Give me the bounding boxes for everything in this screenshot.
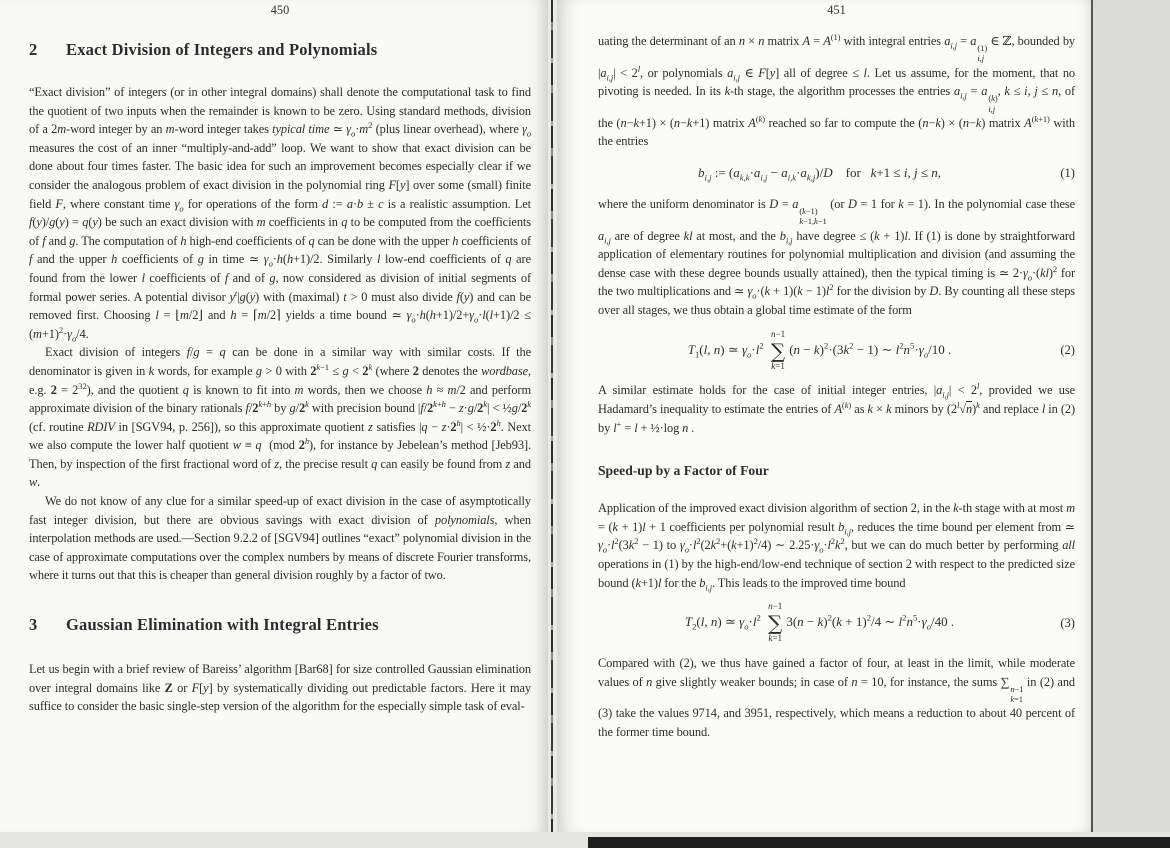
page-edge-line [1091, 0, 1093, 838]
paragraph-speedup-remarks: We do not know of any clue for a similar speed-up of exact division in the case of asymptotically fast integer division, but there are obvious savings with exact division of polynomials, when interpolation methods are used.—Section 9.2.2 of [SGV94] outlines “exact” polynomial division in the case of approximate computations over the complex numbers by means of discrete Fourier transforms, where it turns out that this is cheaper than general division roughly by a factor of two. [29, 494, 531, 583]
paragraph-exact-division-intro: “Exact division” of integers (or in other integral domains) shall denote the computational task to find the quotient of two inputs when the remainder is known to be zero. Using standard methods, division of a 2m-word integer by an m-word integer takes typical time ≃ $\gamma_o\cdot m^2$ (plus linear overhead), where $\gamma_o$ measures the cost of an inner “multiply-and-add” loop. We want to show that exact division can be done about four times faster. The basic idea for such an improvement becomes especially clear if we consider the analogous problem of exact division in the polynomial ring F[y] over some (small) finite field F, where constant time $\gamma_o$ for operations of the form d := a·b ± c is a realistic assumption. Let f(y)/g(y) = q(y) be such an exact division with m coefficients in q to be computed from the coefficients of f and g. The computation of h high-end coefficients of q can be done with the upper h coefficients of f and the upper h coefficients of g in time ≃ $\gamma_o\cdot h(h+1)/2$. Similarly l low-end coefficients of q are found from the lower l coefficients of f and of g, now considered as division of initial segments of formal power series. A potential divisor $y^t|g(y)$ with (maximal) t > 0 must also divide f(y) and can be removed first. Choosing l = ⌊m/2⌋ and h = ⌈m/2⌉ yields a time bound ≃ $\gamma_o\cdot h(h+1)/2+\gamma_o\cdot l(l+1)/2 \le (m+1)^2\cdot\gamma_o/4$. [29, 85, 532, 344]
paragraph-integer-division: Exact division of integers f/g = q can be done in a similar way with similar costs. If the denominator is given in k words, for example g > 0 with $2^{k-1} \le g < 2^k$ (where 2 denotes the wordbase, e.g. $2 = 2^{32}$), and the quotient q is known to fit into m words, then we choose h ≈ m/2 and perform approximate division of the binary rationals $f/2^{k+h}$ by g/2$^k$ with precision bound $|f/2^{k+h} - z\cdot g/2^k|$ < $\frac{1}{2}g/2^k$ (cf. routine RDIV in [SGV94, p. 256]), so this approximate quotient z satisfies $|q - z\cdot 2^h|$ < $\frac{1}{2}\cdot 2^h$. Next we also compute the lower half quotient w ≡ q (mod 2$^h$), for instance by Jebelean’s method [Jeb93]. Then, by inspection of the first fractional word of z, the precise result q can easily be found from z and w. [29, 345, 532, 490]
paragraph-improved-algorithm: Application of the improved exact division algorithm of section 2, in the k-th stage with at most m = (k + 1)l + 1 coefficients per polynomial result $b_{i,j}$, reduces the time bound per element from ≃ $\gamma_o\cdot l^2(3k^2 - 1)$ to $\gamma_o\cdot l^2(2k^2+(k+1)^2/4)$ ∼ $2.25\cdot\gamma_o\cdot l^2k^2$, but we can do much better by performing all operations in (1) by the high-end/low-end technique of section 2 with respect to the predicted size bound (k+1)l for the $b_{i,j}$. This leads to the improved time bound [598, 501, 1076, 593]
equation-body: $T_1(l$, n) ≃ $\gamma_o\cdot l^2$ n−1 ∑ k=1 $(n - k)^2\cdot(3k^2 - 1)$ ∼ $l^2n^5\cdot\gamma_o/10$ . [687, 328, 952, 371]
scanner-margin-right [1093, 0, 1170, 848]
section-number: 3 [29, 615, 38, 635]
page-number: 450 [270, 3, 290, 17]
section-title: Exact Division of Integers and Polynomials [66, 40, 378, 59]
page-450 [0, 0, 548, 833]
page-450-content [29, 0, 531, 716]
section-title: Gaussian Elimination with Integral Entries [66, 615, 379, 635]
equation-body: $b_{i,j}$ := $(a_{k,k}\cdot a_{i,j} - a_{i,k}\cdot a_{k,j})/D$ for k+1 ≤ i, j ≤ n, [698, 165, 941, 183]
equation-number: (2) [1060, 343, 1075, 358]
page-number: 451 [827, 3, 846, 17]
equation-number: (1) [1060, 165, 1075, 180]
paragraph-determinant-setup: uating the determinant of an n × n matrix $A = A^{(1)}$ with integral entries $a_{i,j} = a$ (1) i,j ∈ ℤ, bounded by $|a_{i,j}| < 2^l$, or polynomials $a_{i,j}$ ∈ F[y] all of degree ≤ l. Let us assume, for the moment, that no pivoting is needed. In its k-th stage, the algorithm processes the entries $a_{i,j} = a$ (k) i,j , k ≤ i, j ≤ n, of the (n−k+1) × (n−k+1) matrix $A^{(k)}$ reached so far to compute the (n−k) × (n−k) matrix $A^{(k+1)}$ with the entries [598, 31, 1076, 149]
display-equation-1 [598, 165, 1075, 181]
paragraph-bareiss-intro: Let us begin with a brief review of Bareiss’ algorithm [Bar68] for size controlled Gaussian elimination over integral domains like Z or F[y] by systematically dividing out predictable factors. Here it may suffice to consider the basic single-step version of the algorithm for the especially simple task of eval- [29, 662, 531, 714]
subsection-heading-speedup: Speed-up by a Factor of Four [598, 463, 769, 479]
section-2-heading [29, 40, 531, 60]
equation-body: $T_2(l$, n) ≃ $\gamma_o\cdot l^2$ n−1 ∑ k=1 $3(n - k)^2(k + 1)^2/4$ ∼ $l^2n^5\cdot\gamma_o/40$ . [684, 601, 955, 644]
section-3-heading [29, 615, 531, 635]
paragraph-denominator-timing: where the uniform denominator is D = a (k−1) k−1,k−1 (or D = 1 for k = 1). In the polynomial case these $a_{i,j}$ are of degree kl at most, and the $b_{i,j}$ have degree ≤ (k + 1)l. If (1) is done by straightforward application of elementary routines for polynomial multiplication and division (and assuming the dense case with these degree bounds usually attained), then the typical timing is ≃ $2\cdot\gamma_o\cdot(kl)^2$ for the two multiplications and ≃ $\gamma_o\cdot(k + 1)(k - 1)l^2$ for the division by D. By counting all these steps over all stages, we thus obtain a global time estimate of the form [598, 197, 1076, 318]
paragraph-factor-of-four: Compared with (2), we thus have gained a factor of four, at least in the limit, while moderate values of n give slightly weaker bounds; in case of n = 10, for instance, the sums ∑ n−1 k=1 in (2) and (3) take the values 9714, and 3951, respectively, which means a reduction to about 40 percent of the former time bound. [598, 655, 1076, 739]
section-number: 2 [29, 40, 38, 59]
page-451-content [598, 0, 1075, 741]
display-equation-2 [598, 330, 1075, 372]
page-bottom-shadow [588, 837, 1170, 848]
page-451 [557, 0, 1092, 833]
book-spine-line [551, 0, 553, 833]
paragraph-hadamard-estimate: A similar estimate holds for the case of initial integer entries, $|a_{i,j}| < 2^l$, provided we use Hadamard’s inequality to estimate the entries of $A^{(k)}$ as k × k minors by $(2^l√n)^k$ and replace l in (2) by l+ = l + ½·log n . [598, 381, 1076, 435]
display-equation-3 [598, 602, 1075, 644]
equation-number: (3) [1060, 615, 1075, 630]
